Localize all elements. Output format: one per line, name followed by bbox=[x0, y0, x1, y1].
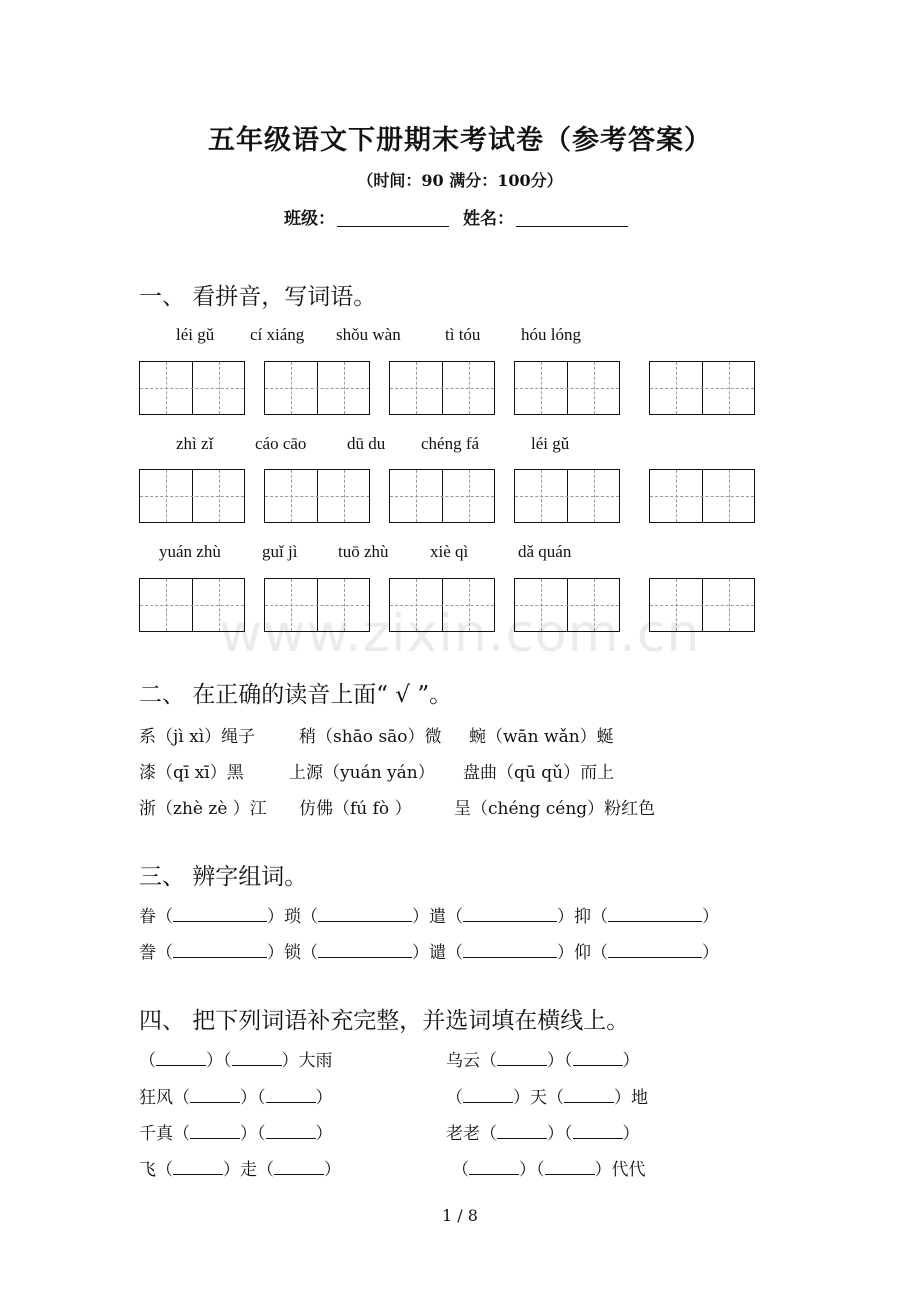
class-label: 班级： bbox=[284, 209, 336, 229]
idiom-item: 乌云（ ）（ ） bbox=[446, 1051, 640, 1071]
answer-blank[interactable] bbox=[173, 945, 267, 958]
character: 誊 bbox=[139, 943, 156, 963]
tian-grid-box[interactable] bbox=[649, 469, 755, 523]
answer-blank[interactable] bbox=[497, 1126, 547, 1139]
pronunciation-item[interactable]: 仿佛（fú fò ） bbox=[299, 799, 412, 819]
answer-blank[interactable] bbox=[608, 909, 702, 922]
answer-blank[interactable] bbox=[266, 1090, 316, 1103]
idiom-item: （ ）（ ）大雨 bbox=[139, 1051, 333, 1071]
pronunciation-item[interactable]: 系（jì xì）绳子 bbox=[139, 727, 256, 747]
tian-grid-box[interactable] bbox=[514, 578, 620, 632]
page-number: 1 / 8 bbox=[442, 1206, 478, 1225]
pinyin: shǒu wàn bbox=[336, 325, 401, 344]
pinyin: cí xiáng bbox=[250, 325, 305, 344]
section-4-heading: 四、 把下列词语补充完整，并选词填在横线上。 bbox=[139, 1008, 630, 1034]
tian-grid-box[interactable] bbox=[649, 578, 755, 632]
answer-blank[interactable] bbox=[463, 909, 557, 922]
character: 眷 bbox=[139, 907, 156, 927]
tian-grid-box[interactable] bbox=[389, 578, 495, 632]
idiom-item: （ ）天（ ）地 bbox=[446, 1088, 648, 1108]
tian-grid-box[interactable] bbox=[389, 361, 495, 415]
pinyin: dǎ quán bbox=[518, 542, 572, 561]
pinyin: cáo cāo bbox=[255, 434, 307, 453]
answer-blank[interactable] bbox=[564, 1090, 614, 1103]
answer-blank[interactable] bbox=[497, 1053, 547, 1066]
tian-grid-box[interactable] bbox=[139, 361, 245, 415]
tian-grid-box[interactable] bbox=[139, 578, 245, 632]
answer-blank[interactable] bbox=[463, 945, 557, 958]
tian-grid-box[interactable] bbox=[514, 361, 620, 415]
answer-blank[interactable] bbox=[173, 909, 267, 922]
idiom-item: 千真（ ）（ ） bbox=[139, 1124, 333, 1144]
answer-blank[interactable] bbox=[190, 1090, 240, 1103]
answer-blank[interactable] bbox=[573, 1053, 623, 1066]
page-title: 五年级语文下册期末考试卷（参考答案） bbox=[208, 125, 712, 156]
idiom-text: 天 bbox=[530, 1088, 547, 1108]
tian-grid-box[interactable] bbox=[139, 469, 245, 523]
tian-grid-box[interactable] bbox=[264, 361, 370, 415]
section-2-heading: 二、 在正确的读音上面“ √ ”。 bbox=[139, 682, 453, 708]
section-1-heading: 一、 看拼音，写词语。 bbox=[139, 284, 377, 310]
watermark: www.zixin.com.cn bbox=[219, 604, 701, 664]
tian-grid-box[interactable] bbox=[389, 469, 495, 523]
answer-blank[interactable] bbox=[232, 1053, 282, 1066]
idiom-text: 走 bbox=[240, 1160, 257, 1180]
answer-blank[interactable] bbox=[156, 1053, 206, 1066]
tian-grid-box[interactable] bbox=[264, 469, 370, 523]
pinyin: guǐ jì bbox=[262, 542, 298, 561]
answer-blank[interactable] bbox=[608, 945, 702, 958]
answer-blank[interactable] bbox=[463, 1090, 513, 1103]
pronunciation-item[interactable]: 盘曲（qū qǔ）而上 bbox=[463, 763, 615, 783]
character: 仰 bbox=[574, 943, 591, 963]
answer-blank[interactable] bbox=[545, 1162, 595, 1175]
answer-blank[interactable] bbox=[190, 1126, 240, 1139]
tian-grid-box[interactable] bbox=[649, 361, 755, 415]
idiom-text: 老老 bbox=[446, 1124, 480, 1144]
name-blank[interactable] bbox=[516, 210, 628, 227]
idiom-text: 代代 bbox=[611, 1160, 646, 1180]
pinyin: léi gǔ bbox=[531, 434, 570, 453]
idiom-item: 老老（ ）（ ） bbox=[446, 1124, 640, 1144]
answer-blank[interactable] bbox=[469, 1162, 519, 1175]
pinyin: dū du bbox=[347, 434, 386, 453]
idiom-item: 狂风（ ）（ ） bbox=[139, 1088, 333, 1108]
idiom-text: 狂风 bbox=[139, 1088, 173, 1108]
idiom-item: （ ）（ ）代代 bbox=[452, 1160, 646, 1180]
tian-grid-box[interactable] bbox=[264, 578, 370, 632]
answer-blank[interactable] bbox=[274, 1162, 324, 1175]
pronunciation-item[interactable]: 稍（shāo sāo）微 bbox=[299, 727, 442, 747]
tian-grid-box[interactable] bbox=[514, 469, 620, 523]
exam-meta: （时间：90 满分：100分） bbox=[357, 171, 563, 190]
pronunciation-item[interactable]: 上源（yuán yán） bbox=[289, 763, 435, 783]
idiom-text: 大雨 bbox=[298, 1051, 333, 1071]
character: 遣 bbox=[429, 907, 446, 927]
pinyin: tuō zhù bbox=[338, 542, 389, 561]
answer-blank[interactable] bbox=[573, 1126, 623, 1139]
pinyin: xiè qì bbox=[430, 542, 469, 561]
character: 锁 bbox=[284, 943, 301, 963]
idiom-text: 千真 bbox=[139, 1124, 173, 1144]
idiom-text: 地 bbox=[631, 1088, 648, 1108]
word-group-row: 誊（ ）锁（ ）谴（ ）仰（ ） bbox=[139, 943, 719, 963]
answer-blank[interactable] bbox=[318, 945, 412, 958]
answer-blank[interactable] bbox=[266, 1126, 316, 1139]
pinyin: tì tóu bbox=[445, 325, 481, 344]
character: 琐 bbox=[284, 907, 301, 927]
pronunciation-item[interactable]: 漆（qī xī）黑 bbox=[139, 763, 244, 783]
name-label: 姓名： bbox=[462, 209, 514, 229]
pinyin: léi gǔ bbox=[176, 325, 215, 344]
section-3-heading: 三、 辨字组词。 bbox=[139, 864, 308, 890]
pinyin: chéng fá bbox=[421, 434, 480, 453]
pinyin: hóu lóng bbox=[521, 325, 581, 344]
pronunciation-item[interactable]: 浙（zhè zè ）江 bbox=[139, 799, 267, 819]
class-blank[interactable] bbox=[337, 210, 449, 227]
answer-blank[interactable] bbox=[318, 909, 412, 922]
word-group-row: 眷（ ）琐（ ）遣（ ）抑（ ） bbox=[139, 907, 719, 927]
class-name-line bbox=[0, 204, 920, 229]
pinyin: yuán zhù bbox=[159, 542, 221, 561]
character: 谴 bbox=[429, 943, 446, 963]
idiom-item: 飞（ ）走（ ） bbox=[139, 1160, 341, 1180]
pronunciation-item[interactable]: 蜿（wān wǎn）蜒 bbox=[469, 727, 614, 747]
idiom-text: 乌云 bbox=[446, 1051, 480, 1071]
character: 抑 bbox=[574, 907, 591, 927]
pinyin: zhì zǐ bbox=[176, 434, 214, 453]
pronunciation-item[interactable]: 呈（chéng céng）粉红色 bbox=[454, 799, 656, 819]
answer-blank[interactable] bbox=[173, 1162, 223, 1175]
idiom-text: 飞 bbox=[139, 1160, 156, 1180]
